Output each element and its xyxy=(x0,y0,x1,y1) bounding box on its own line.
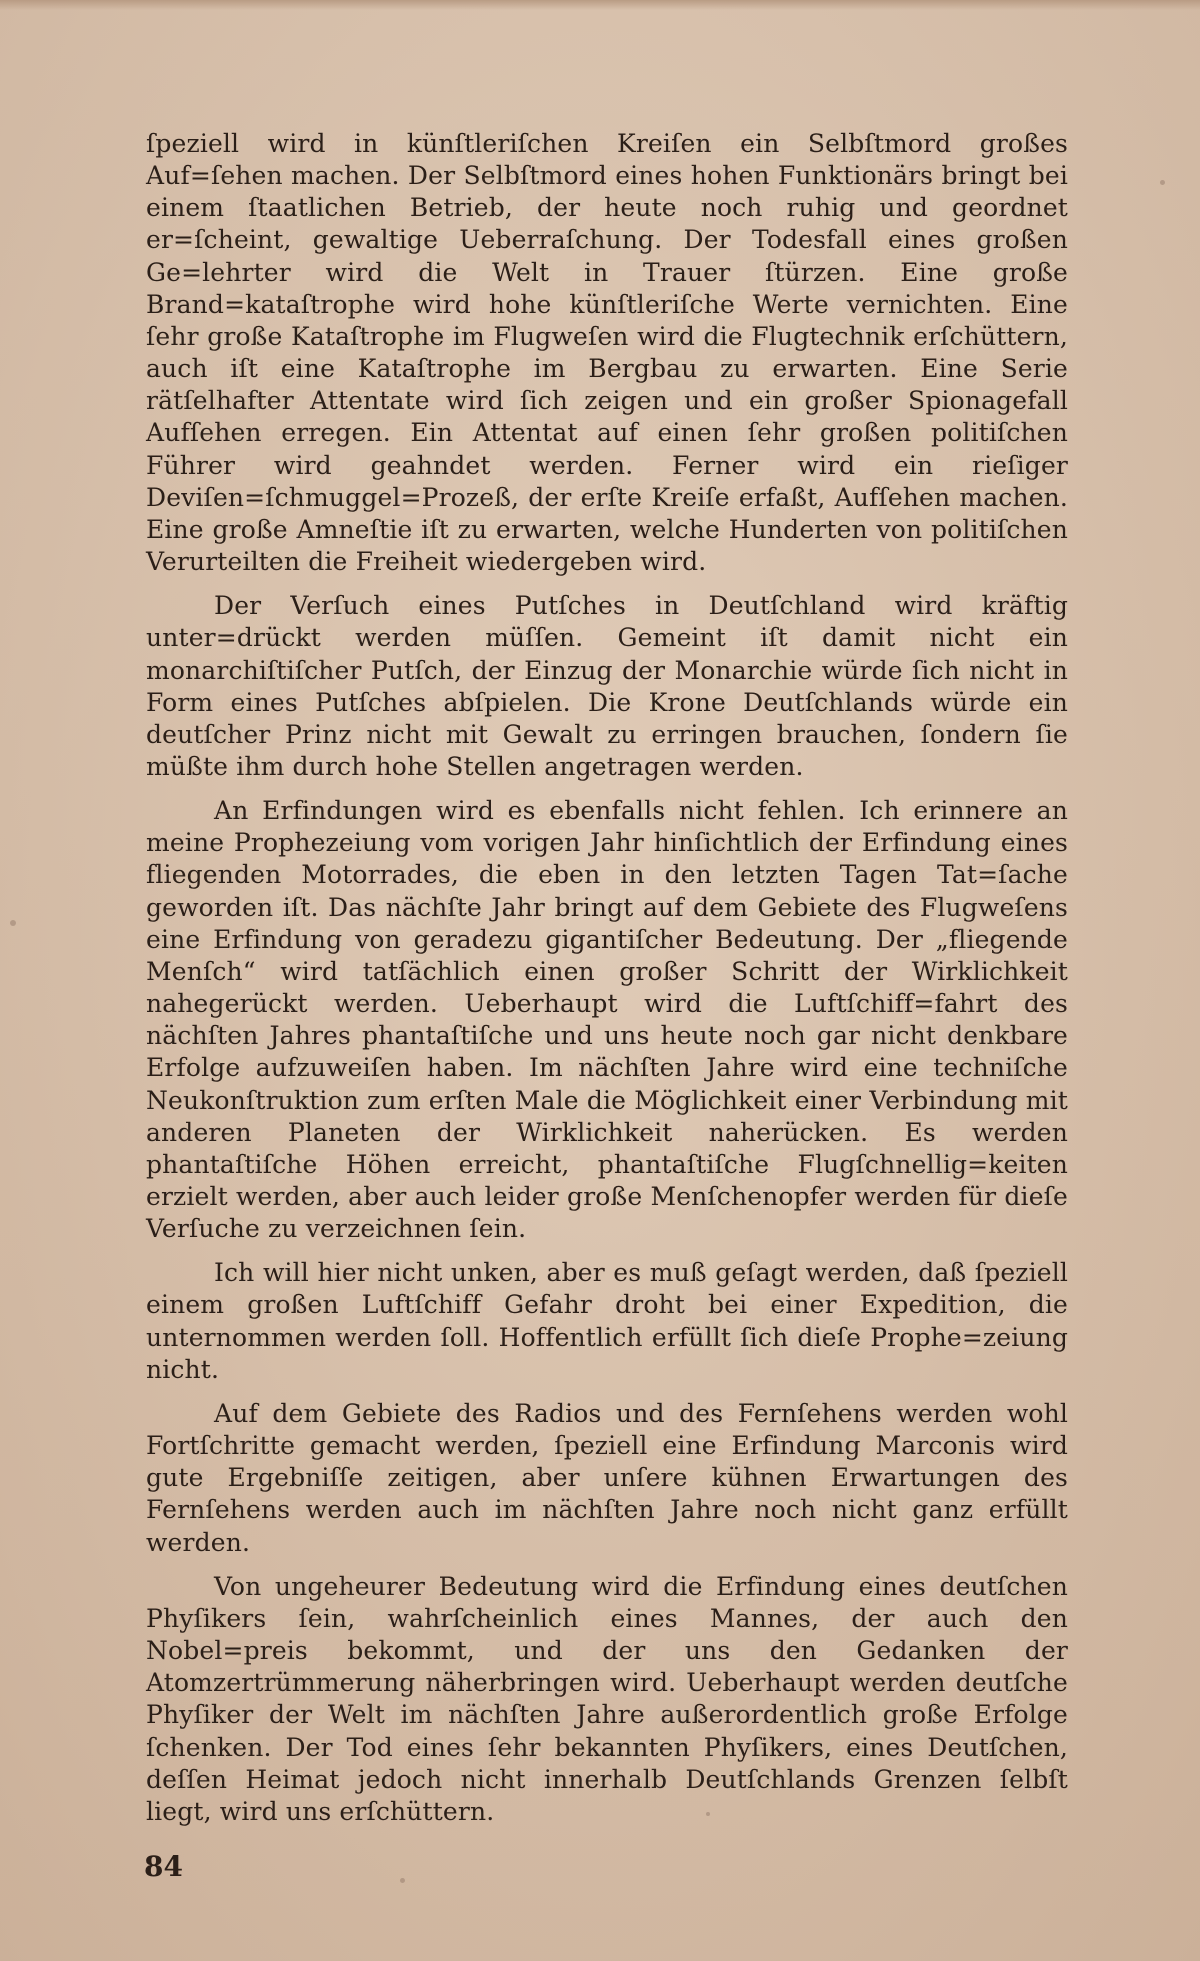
paper-speck xyxy=(400,1878,405,1883)
paragraph-3: An Erfindungen wird es ebenfalls nicht fehlen. Ich erinnere an meine Prophezeiung vom vorigen Jahr hinſichtlich der Erfindung eines fliegenden Motorrades, die eben in den letzten Tagen Tat=ſache geworden iſt. Das nächſte Jahr bringt auf dem Gebiete des Flugweſens eine Erfindung von geradezu gigantiſcher Bedeutung. Der „fliegende Menſch“ wird tatſächlich einen großer Schritt der Wirklichkeit nahegerückt werden. Ueberhaupt wird die Luftſchiff=fahrt des nächſten Jahres phantaſtiſche und uns heute noch gar nicht denkbare Erfolge aufzuweiſen haben. Im nächſten Jahre wird eine techniſche Neukonſtruktion zum erſten Male die Möglichkeit einer Verbindung mit anderen Planeten der Wirklichkeit naherücken. Es werden phantaſtiſche Höhen erreicht, phantaſtiſche Flugſchnellig=keiten erzielt werden, aber auch leider große Menſchenopfer werden für dieſe Verſuche zu verzeichnen ſein. xyxy=(146,796,1068,1244)
paper-speck xyxy=(706,1812,710,1816)
paragraph-1: ſpeziell wird in künſtleriſchen Kreiſen ein Selbſtmord großes Auf=ſehen machen. Der Selbſtmord eines hohen Funktionärs bringt bei einem ſtaatlichen Betrieb, der heute noch ruhig und geordnet er=ſcheint, gewaltige Ueberraſchung. Der Todesfall eines großen Ge=lehrter wird die Welt in Trauer ſtürzen. Eine große Brand=kataſtrophe wird hohe künſtleriſche Werte vernichten. Eine ſehr große Kataſtrophe im Flugweſen wird die Flugtechnik erſchüttern, auch iſt eine Kataſtrophe im Bergbau zu erwarten. Eine Serie rätſelhafter Attentate wird ſich zeigen und ein großer Spionagefall Aufſehen erregen. Ein Attentat auf einen ſehr großen politiſchen Führer wird geahndet werden. Ferner wird ein rieſiger Deviſen=ſchmuggel=Prozeß, der erſte Kreiſe erfaßt, Aufſehen machen. Eine große Amneſtie iſt zu erwarten, welche Hunderten von politiſchen Verurteilten die Freiheit wiedergeben wird. xyxy=(146,129,1068,577)
paragraph-6: Von ungeheurer Bedeutung wird die Erfindung eines deutſchen Phyſikers ſein, wahrſcheinlich eines Mannes, der auch den Nobel=preis bekommt, und der uns den Gedanken der Atomzertrümmerung näherbringen wird. Ueberhaupt werden deutſche Phyſiker der Welt im nächſten Jahre außerordentlich große Erfolge ſchenken. Der Tod eines ſehr bekannten Phyſikers, eines Deutſchen, deſſen Heimat jedoch nicht innerhalb Deutſchlands Grenzen ſelbſt liegt, wird uns erſchüttern. xyxy=(146,1571,1068,1826)
paragraph-4: Ich will hier nicht unken, aber es muß geſagt werden, daß ſpeziell einem großen Luftſchiff Gefahr droht bei einer Expedition, die unternommen werden ſoll. Hoffentlich erfüllt ſich dieſe Prophe=zeiung nicht. xyxy=(146,1258,1068,1384)
page-number: 84 xyxy=(144,1850,183,1883)
paper-speck xyxy=(1160,180,1165,185)
paper-speck xyxy=(10,920,16,926)
page-top-edge xyxy=(0,0,1200,10)
paragraph-2: Der Verſuch eines Putſches in Deutſchland wird kräftig unter=drückt werden müſſen. Gemeint iſt damit nicht ein monarchiſtiſcher Putſch, der Einzug der Monarchie würde ſich nicht in Form eines Putſches abſpielen. Die Krone Deutſchlands würde ein deutſcher Prinz nicht mit Gewalt zu erringen brauchen, ſondern ſie müßte ihm durch hohe Stellen angetragen werden. xyxy=(146,591,1068,781)
body-text xyxy=(146,128,1068,1828)
paragraph-5: Auf dem Gebiete des Radios und des Fernſehens werden wohl Fortſchritte gemacht werden, ſpeziell eine Erfindung Marconis wird gute Ergebniſſe zeitigen, aber unſere kühnen Erwartungen des Fernſehens werden auch im nächſten Jahre noch nicht ganz erfüllt werden. xyxy=(146,1398,1068,1557)
